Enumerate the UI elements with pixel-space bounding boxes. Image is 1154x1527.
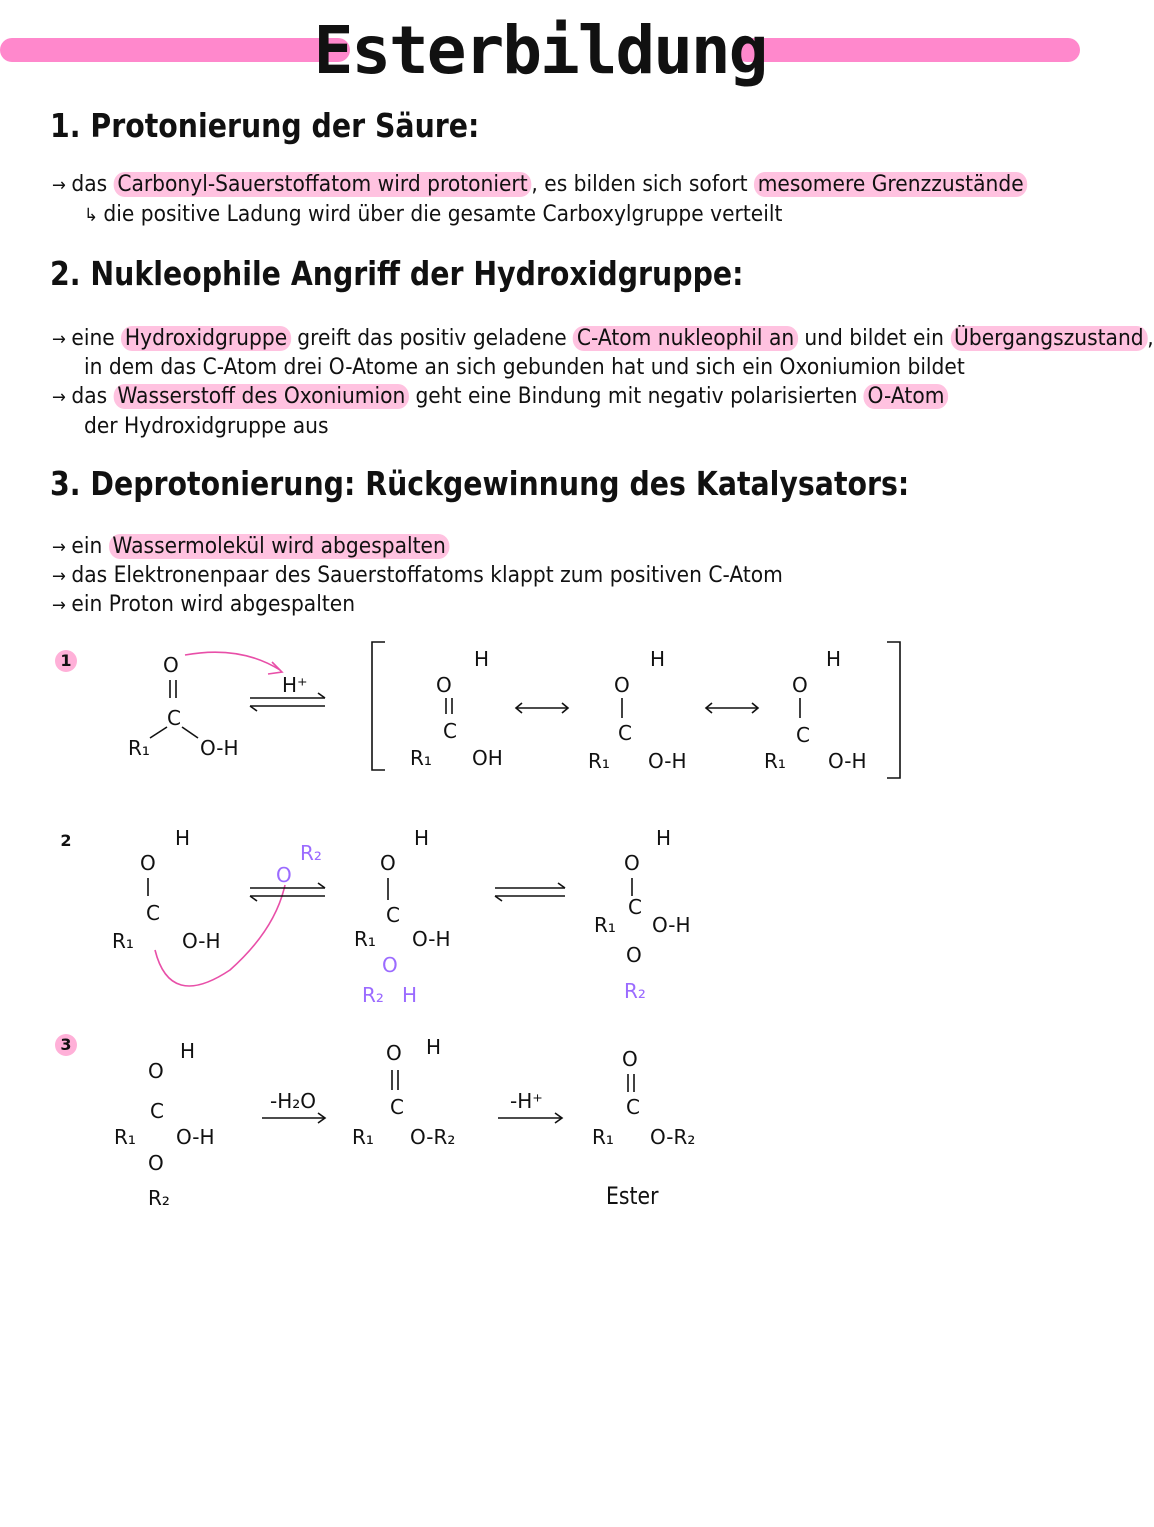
highlight: mesomere Grenzzustände (754, 172, 1027, 197)
step2-alcohol (276, 841, 322, 887)
svg-text:O: O (386, 1041, 402, 1065)
section2-line4: der Hydroxidgruppe aus (84, 414, 329, 439)
svg-text:R₂: R₂ (148, 1186, 170, 1210)
svg-text:O-H: O-H (412, 927, 451, 951)
resonance-arrow-2 (706, 703, 758, 713)
svg-text:R₁: R₁ (112, 929, 134, 953)
svg-text:C: C (390, 1095, 404, 1119)
svg-text:O: O (148, 1059, 164, 1083)
svg-text:O-H: O-H (652, 913, 691, 937)
step2-cation (112, 826, 285, 986)
arrow-icon: → (52, 595, 66, 616)
section2-line3: → das Wasserstoff des Oxoniumion geht eine Bindung mit negativ polarisierten O-Atom (52, 384, 948, 409)
svg-text:H: H (402, 983, 418, 1007)
svg-text:O-R₂: O-R₂ (650, 1125, 696, 1149)
return-arrow-icon: ↳ (84, 205, 98, 226)
page-title: Esterbildung (313, 12, 767, 89)
resonance-arrow-1 (516, 703, 568, 713)
svg-text:O: O (614, 673, 630, 697)
ester-label: Ester (606, 1182, 659, 1210)
label-h-plus: H⁺ (282, 673, 308, 697)
svg-text:R₁: R₁ (352, 1125, 374, 1149)
mechanism-diagram (0, 630, 1080, 1230)
section3-heading: 3. Deprotonierung: Rückgewinnung des Katalysators: (50, 464, 910, 503)
section3-line2: → das Elektronenpaar des Sauerstoffatoms klappt zum positiven C-Atom (52, 563, 783, 588)
step2-product (594, 826, 691, 1003)
svg-text:R₁: R₁ (588, 749, 610, 773)
svg-text:O: O (792, 673, 808, 697)
svg-text:O-H: O-H (176, 1125, 215, 1149)
step-badge-2: 2 (60, 831, 72, 850)
section1-heading: 1. Protonierung der Säure: (50, 106, 480, 145)
arrow-icon: → (52, 329, 66, 350)
svg-text:O: O (140, 851, 156, 875)
svg-text:O-H: O-H (828, 749, 867, 773)
svg-text:R₂: R₂ (624, 979, 646, 1003)
svg-text:R₁: R₁ (592, 1125, 614, 1149)
section3-line3: → ein Proton wird abgespalten (52, 592, 356, 617)
svg-text:R₂: R₂ (300, 841, 322, 865)
svg-text:O: O (622, 1047, 638, 1071)
svg-text:O-H: O-H (648, 749, 687, 773)
svg-text:C: C (618, 721, 632, 745)
svg-text:H: H (426, 1035, 442, 1059)
resonance-2 (588, 647, 687, 773)
section2-line1: → eine Hydroxidgruppe greift das positiv geladene C-Atom nukleophil an und bildet ein Übergangszustand , (52, 326, 1154, 351)
svg-text:R₁: R₁ (410, 746, 432, 770)
svg-text:O: O (382, 953, 398, 977)
arrow-icon: → (52, 537, 66, 558)
svg-text:C: C (796, 723, 810, 747)
bracket-left (372, 642, 385, 770)
svg-text:O: O (148, 1151, 164, 1175)
section2-heading: 2. Nukleophile Angriff der Hydroxidgruppe: (50, 254, 744, 293)
atom: C (167, 706, 181, 730)
svg-text:O-H: O-H (182, 929, 221, 953)
section2-line2: in dem das C-Atom drei O-Atome an sich gebunden hat und sich ein Oxoniumion bildet (84, 355, 965, 380)
svg-text:O: O (276, 863, 292, 887)
svg-text:O: O (436, 673, 452, 697)
svg-text:OH: OH (472, 746, 503, 770)
svg-text:R₂: R₂ (362, 983, 384, 1007)
svg-text:O-R₂: O-R₂ (410, 1125, 456, 1149)
svg-text:C: C (150, 1099, 164, 1123)
arrow-icon: → (52, 175, 66, 196)
resonance-3 (764, 647, 867, 773)
reaction-arrow-1 (262, 1113, 325, 1123)
svg-text:C: C (146, 901, 160, 925)
svg-text:H: H (180, 1039, 196, 1063)
svg-text:H: H (474, 647, 490, 671)
atom: O (163, 653, 179, 677)
step3-protonated-ester (352, 1035, 455, 1149)
section1-line2: ↳ die positive Ladung wird über die gesamte Carboxylgruppe verteilt (84, 202, 783, 227)
svg-text:H: H (414, 826, 430, 850)
equilibrium-arrow-3 (495, 883, 565, 901)
svg-text:O: O (380, 851, 396, 875)
svg-text:H: H (656, 826, 672, 850)
section1-line1: → das Carbonyl-Sauerstoffatom wird protoniert , es bilden sich sofort mesomere Grenzzustände (52, 172, 1027, 197)
highlight: Carbonyl-Sauerstoffatom wird protoniert (114, 172, 532, 197)
step-badge-3: 3 (55, 1034, 77, 1056)
svg-text:C: C (628, 895, 642, 919)
svg-text:R₁: R₁ (764, 749, 786, 773)
arrow-icon: → (52, 566, 66, 587)
svg-text:C: C (626, 1095, 640, 1119)
resonance-1 (410, 647, 503, 770)
label-minus-proton: -H⁺ (510, 1089, 543, 1113)
arrow-icon: → (52, 387, 66, 408)
svg-text:C: C (386, 903, 400, 927)
svg-text:R₁: R₁ (114, 1125, 136, 1149)
atom: O-H (200, 736, 239, 760)
step2-intermediate (354, 826, 451, 1007)
svg-text:H: H (175, 826, 191, 850)
svg-text:H: H (826, 647, 842, 671)
svg-text:C: C (443, 719, 457, 743)
svg-text:R₁: R₁ (594, 913, 616, 937)
step3-ester (592, 1047, 695, 1149)
svg-text:R₁: R₁ (354, 927, 376, 951)
reaction-arrow-2 (498, 1113, 562, 1123)
bracket-right (887, 642, 900, 778)
svg-text:O: O (626, 943, 642, 967)
svg-text:O: O (624, 851, 640, 875)
step3-intermediate (114, 1039, 215, 1210)
atom: R₁ (128, 736, 150, 760)
label-minus-water: -H₂O (270, 1089, 317, 1113)
step-badge-1: 1 (55, 650, 77, 672)
svg-text:H: H (650, 647, 666, 671)
section3-line1: → ein Wassermolekül wird abgespalten (52, 534, 450, 559)
